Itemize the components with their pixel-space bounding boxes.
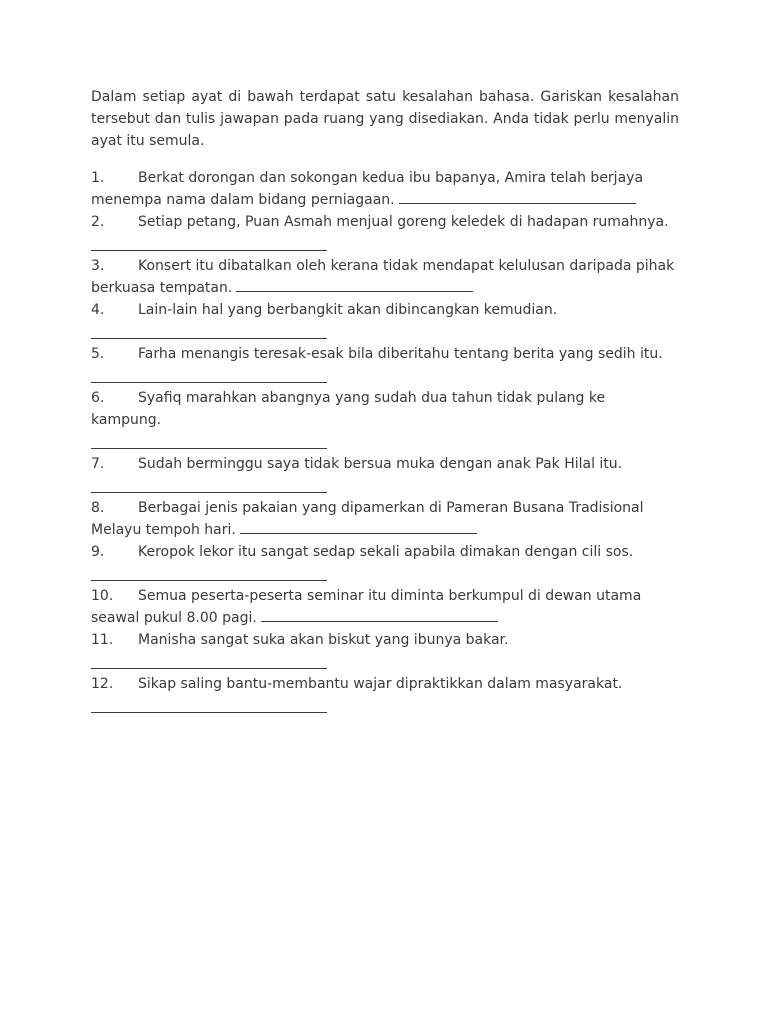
question-text: Manisha sangat suka akan biskut yang ibunya bakar. [138, 632, 509, 648]
question-text: Sikap saling bantu-membantu wajar dipraktikkan dalam masyarakat. [138, 676, 623, 692]
question-text: Setiap petang, Puan Asmah menjual goreng keledek di hadapan rumahnya. [138, 214, 669, 230]
question-number: 4. [91, 302, 105, 318]
question-item [91, 585, 679, 629]
question-item [91, 211, 679, 251]
question-item [91, 343, 679, 383]
worksheet [91, 86, 679, 717]
answer-line[interactable] [91, 250, 327, 251]
question-number: 7. [91, 456, 105, 472]
question-item [91, 497, 679, 541]
answer-line[interactable] [91, 580, 327, 581]
question-text: Berbagai jenis pakaian yang dipamerkan di Pameran Busana Tradisional Melayu tempoh hari. [91, 500, 644, 538]
question-list [91, 167, 679, 713]
question-text: Keropok lekor itu sangat sedap sekali apabila dimakan dengan cili sos. [138, 544, 634, 560]
question-number: 1. [91, 170, 105, 186]
question-item [91, 541, 679, 581]
answer-line[interactable] [240, 533, 477, 534]
question-item [91, 453, 679, 493]
question-number: 3. [91, 258, 105, 274]
answer-line[interactable] [91, 712, 327, 713]
question-item [91, 167, 679, 211]
answer-line[interactable] [91, 338, 327, 339]
question-number: 6. [91, 390, 105, 406]
question-item [91, 673, 679, 713]
question-item [91, 629, 679, 669]
question-number: 8. [91, 500, 105, 516]
question-text: Farha menangis teresak-esak bila diberitahu tentang berita yang sedih itu. [138, 346, 663, 362]
answer-line[interactable] [236, 291, 473, 292]
question-item [91, 299, 679, 339]
question-number: 2. [91, 214, 105, 230]
question-number: 10. [91, 588, 114, 604]
question-number: 11. [91, 632, 114, 648]
question-text: Konsert itu dibatalkan oleh kerana tidak mendapat kelulusan daripada pihak berkuasa tempatan. [91, 258, 675, 296]
question-item [91, 387, 679, 449]
question-text: Berkat dorongan dan sokongan kedua ibu bapanya, Amira telah berjaya menempa nama dalam bidang perniagaan. [91, 170, 644, 208]
answer-line[interactable] [91, 492, 327, 493]
question-text: Semua peserta-peserta seminar itu diminta berkumpul di dewan utama seawal pukul 8.00 pagi. [91, 588, 642, 626]
answer-line[interactable] [399, 203, 636, 204]
question-text: Lain-lain hal yang berbangkit akan dibincangkan kemudian. [138, 302, 558, 318]
answer-line[interactable] [91, 448, 327, 449]
question-number: 12. [91, 676, 114, 692]
answer-line[interactable] [261, 621, 498, 622]
question-number: 9. [91, 544, 105, 560]
question-text: Syafiq marahkan abangnya yang sudah dua tahun tidak pulang ke kampung. [91, 390, 606, 428]
instructions-text: Dalam setiap ayat di bawah terdapat satu kesalahan bahasa. Gariskan kesalahan tersebut dan tulis jawapan pada ruang yang disediakan. Anda tidak perlu menyalin ayat itu semula. [91, 89, 679, 149]
question-text: Sudah berminggu saya tidak bersua muka dengan anak Pak Hilal itu. [138, 456, 623, 472]
answer-line[interactable] [91, 382, 327, 383]
question-number: 5. [91, 346, 105, 362]
question-item [91, 255, 679, 299]
answer-line[interactable] [91, 668, 327, 669]
